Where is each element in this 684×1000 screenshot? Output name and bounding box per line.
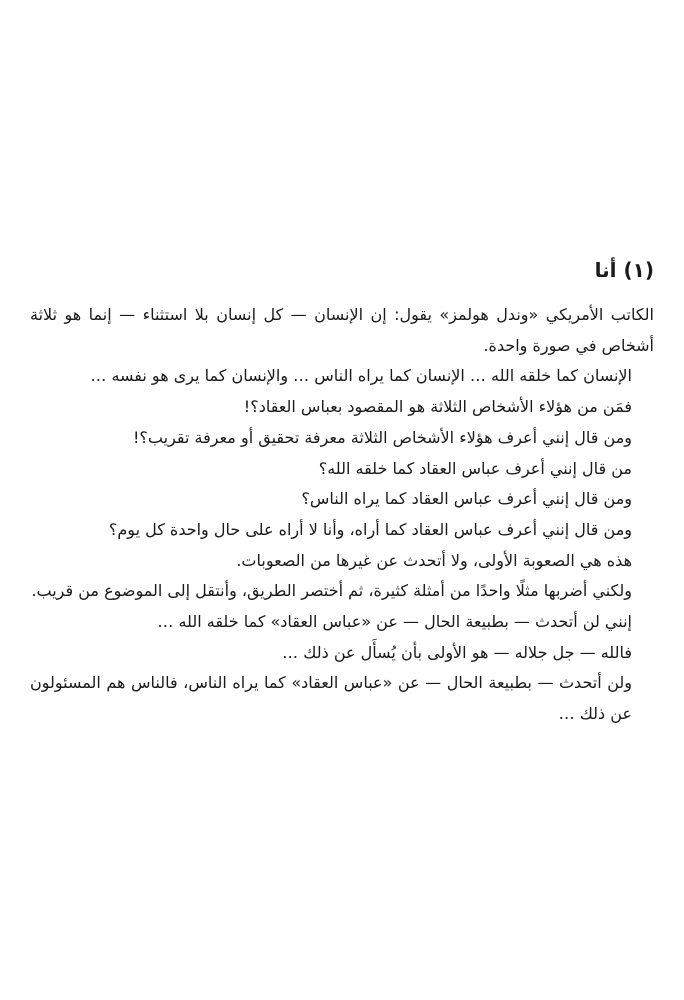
paragraph: من قال إنني أعرف عباس العقاد كما خلقه الله؟ [318,458,632,478]
paragraph: ولن أتحدث — بطبيعة الحال — عن «عباس العقاد» كما يراه الناس، فالناس هم المسئولون عن ذلك … [30,673,632,724]
paragraph: الكاتب الأمريكي «وندل هولمز» يقول: إن الإنسان — كل إنسان بلا استثناء — إنما هو ثلاثة أشخاص في صورة واحدة. [30,305,654,355]
paragraph: ولكني أضربها مثلًا واحدًا من أمثلة كثيرة، ثم أختصر الطريق، وأنتقل إلى الموضوع من قريب. [31,581,632,601]
paragraph: فمَن من هؤلاء الأشخاص الثلاثة هو المقصود بعباس العقاد؟! [243,397,632,417]
paragraph: إنني لن أتحدث — بطبيعة الحال — عن «عباس العقاد» كما خلقه الله … [157,612,632,632]
paragraph: هذه هي الصعوبة الأولى، ولا أتحدث عن غيرها من الصعوبات. [236,550,632,570]
chapter-title: (١) أنا [594,258,654,282]
paragraph: ومن قال إنني أعرف عباس العقاد كما يراه الناس؟ [301,489,632,509]
paragraph: ومن قال إنني أعرف هؤلاء الأشخاص الثلاثة معرفة تحقيق أو معرفة تقريب؟! [133,427,632,447]
chapter-body [30,300,654,730]
paragraph: ومن قال إنني أعرف عباس العقاد كما أراه، وأنا لا أراه على حال واحدة كل يوم؟ [108,519,632,539]
paragraph: الإنسان كما خلقه الله … الإنسان كما يراه الناس … والإنسان كما يرى هو نفسه … [90,366,632,386]
paragraph: فالله — جل جلاله — هو الأولى بأن يُسأَل عن ذلك … [282,642,632,662]
